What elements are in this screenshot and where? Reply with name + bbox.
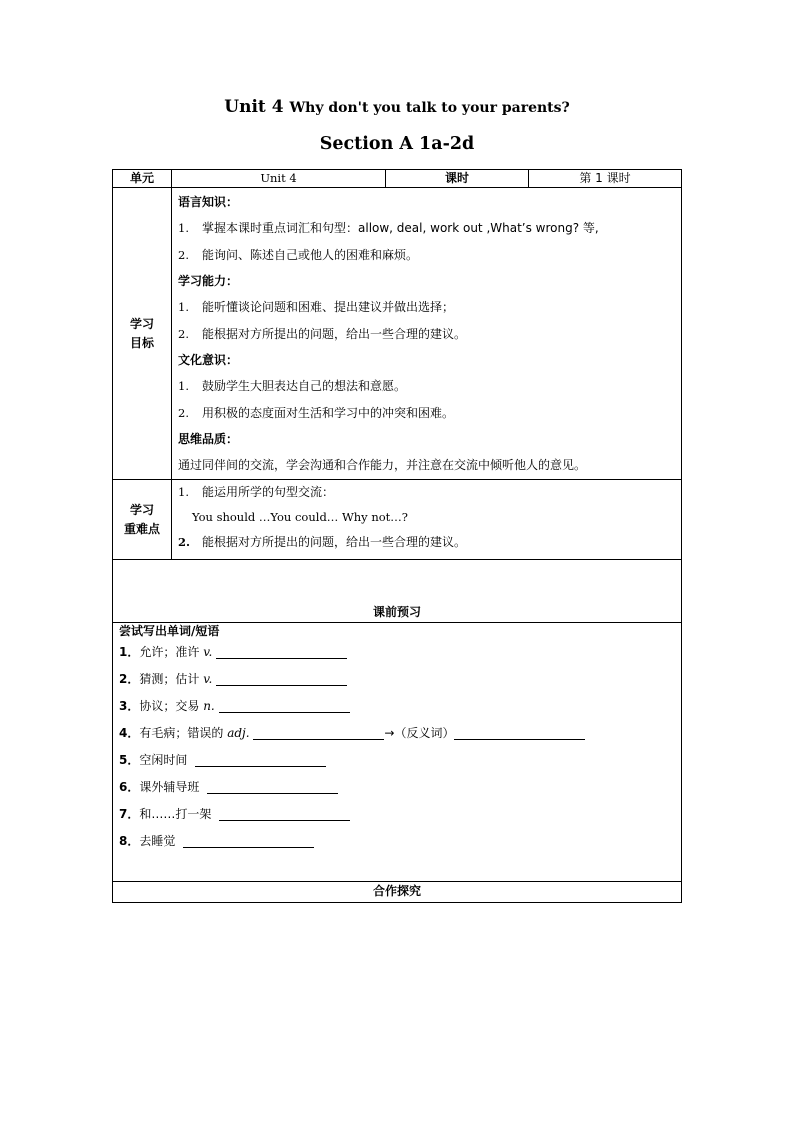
list-text: 掌握本课时重点词汇和句型：allow, deal, work out ,What’s wrong? 等, — [202, 221, 599, 235]
header-row — [113, 170, 682, 188]
answer-blank[interactable] — [207, 780, 338, 794]
header-unit-label: 单元 — [113, 170, 172, 188]
list-text: 能运用所学的句型交流： — [202, 485, 335, 499]
key-points-label-line2: 重难点 — [123, 521, 160, 536]
answer-blank[interactable] — [219, 807, 350, 821]
item-pos: v. — [203, 645, 213, 659]
key-points-content — [172, 480, 682, 560]
objectives-row — [113, 188, 682, 480]
item-number: 4． — [119, 726, 140, 740]
list-number: 2. — [178, 535, 191, 549]
item-number: 2． — [119, 672, 140, 686]
language-item-2 — [178, 242, 681, 269]
key-point-2 — [178, 530, 681, 555]
item-number: 6． — [119, 780, 140, 794]
item-text: 协议；交易 — [139, 699, 200, 713]
answer-blank[interactable] — [216, 645, 347, 659]
item-text: 允许；准许 — [139, 645, 200, 659]
ability-heading: 学习能力： — [178, 274, 239, 288]
list-number: 1. — [178, 379, 189, 393]
preview-instruction: 尝试写出单词/短语 — [119, 624, 220, 638]
blank-cell — [113, 560, 682, 605]
preview-item-2 — [119, 666, 681, 693]
answer-blank[interactable] — [195, 753, 326, 767]
item-text: 有毛病；错误的 — [139, 726, 224, 740]
objectives-content — [172, 188, 682, 480]
item-text: 课外辅导班 — [139, 780, 200, 794]
title-question: Why don't you talk to your parents? — [289, 100, 570, 116]
item-text: 空闲时间 — [139, 753, 188, 767]
list-text: 鼓励学生大胆表达自己的想法和意愿。 — [202, 379, 407, 393]
objectives-label-line2: 目标 — [129, 335, 154, 350]
list-text: 用积极的态度面对生活和学习中的冲突和困难。 — [202, 406, 455, 420]
preview-item-7 — [119, 801, 681, 828]
list-number: 1. — [178, 300, 189, 314]
antonym-arrow: →（反义词） — [384, 726, 455, 740]
ability-item-1 — [178, 294, 681, 321]
list-number: 1. — [178, 485, 189, 499]
culture-heading: 文化意识： — [178, 353, 239, 367]
answer-blank[interactable] — [216, 672, 347, 686]
item-pos: adj. — [227, 726, 250, 740]
list-text: 能根据对方所提出的问题，给出一些合理的建议。 — [202, 535, 467, 549]
key-points-label — [113, 480, 172, 560]
list-number: 2. — [178, 406, 189, 420]
item-number: 8． — [119, 834, 140, 848]
blank-row — [113, 560, 682, 605]
item-text: 猜测；估计 — [139, 672, 200, 686]
preview-heading-row — [113, 604, 682, 623]
answer-blank[interactable] — [219, 699, 350, 713]
preview-item-5 — [119, 747, 681, 774]
item-text: 和……打一架 — [139, 807, 212, 821]
preview-row — [113, 623, 682, 882]
list-number: 1. — [178, 221, 189, 235]
thinking-text: 通过同伴间的交流，学会沟通和合作能力，并注意在交流中倾听他人的意见。 — [178, 458, 587, 472]
title-unit: Unit 4 — [224, 97, 284, 117]
key-points-label-line1: 学习 — [129, 502, 154, 517]
key-point-1 — [178, 480, 681, 505]
preview-heading: 课前预习 — [113, 604, 682, 623]
item-pos: v. — [203, 672, 213, 686]
header-period-value: 第 1 课时 — [529, 170, 682, 188]
answer-blank[interactable] — [253, 726, 384, 740]
antonym-blank[interactable] — [454, 726, 585, 740]
cooperation-heading: 合作探究 — [113, 882, 682, 903]
preview-item-8 — [119, 828, 681, 855]
section-title: Section A 1a-2d — [319, 134, 475, 154]
ability-item-2 — [178, 321, 681, 348]
list-number: 2. — [178, 327, 189, 341]
answer-blank[interactable] — [183, 834, 314, 848]
item-pos: n. — [203, 699, 215, 713]
preview-item-1 — [119, 639, 681, 666]
culture-item-1 — [178, 373, 681, 400]
objectives-label — [113, 188, 172, 480]
document-title — [0, 97, 794, 117]
key-point-1-patterns: You should …You could… Why not…? — [192, 510, 408, 524]
preview-item-6 — [119, 774, 681, 801]
item-number: 5． — [119, 753, 140, 767]
objectives-label-line1: 学习 — [129, 316, 154, 331]
item-number: 1． — [119, 645, 140, 659]
preview-content — [113, 623, 682, 882]
culture-item-2 — [178, 400, 681, 427]
language-item-1 — [178, 215, 681, 242]
item-number: 3． — [119, 699, 140, 713]
key-points-row — [113, 480, 682, 560]
preview-item-3 — [119, 693, 681, 720]
item-number: 7． — [119, 807, 140, 821]
item-text: 去睡觉 — [139, 834, 176, 848]
list-text: 能询问、陈述自己或他人的困难和麻烦。 — [202, 248, 419, 262]
thinking-heading: 思维品质： — [178, 432, 239, 446]
preview-item-4 — [119, 720, 681, 747]
header-unit-value: Unit 4 — [172, 170, 386, 188]
language-heading: 语言知识： — [178, 195, 239, 209]
list-text: 能根据对方所提出的问题，给出一些合理的建议。 — [202, 327, 467, 341]
lesson-plan-table — [112, 169, 682, 903]
header-period-label: 课时 — [386, 170, 529, 188]
cooperation-row — [113, 882, 682, 903]
list-number: 2. — [178, 248, 189, 262]
list-text: 能听懂谈论问题和困难、提出建议并做出选择； — [202, 300, 455, 314]
